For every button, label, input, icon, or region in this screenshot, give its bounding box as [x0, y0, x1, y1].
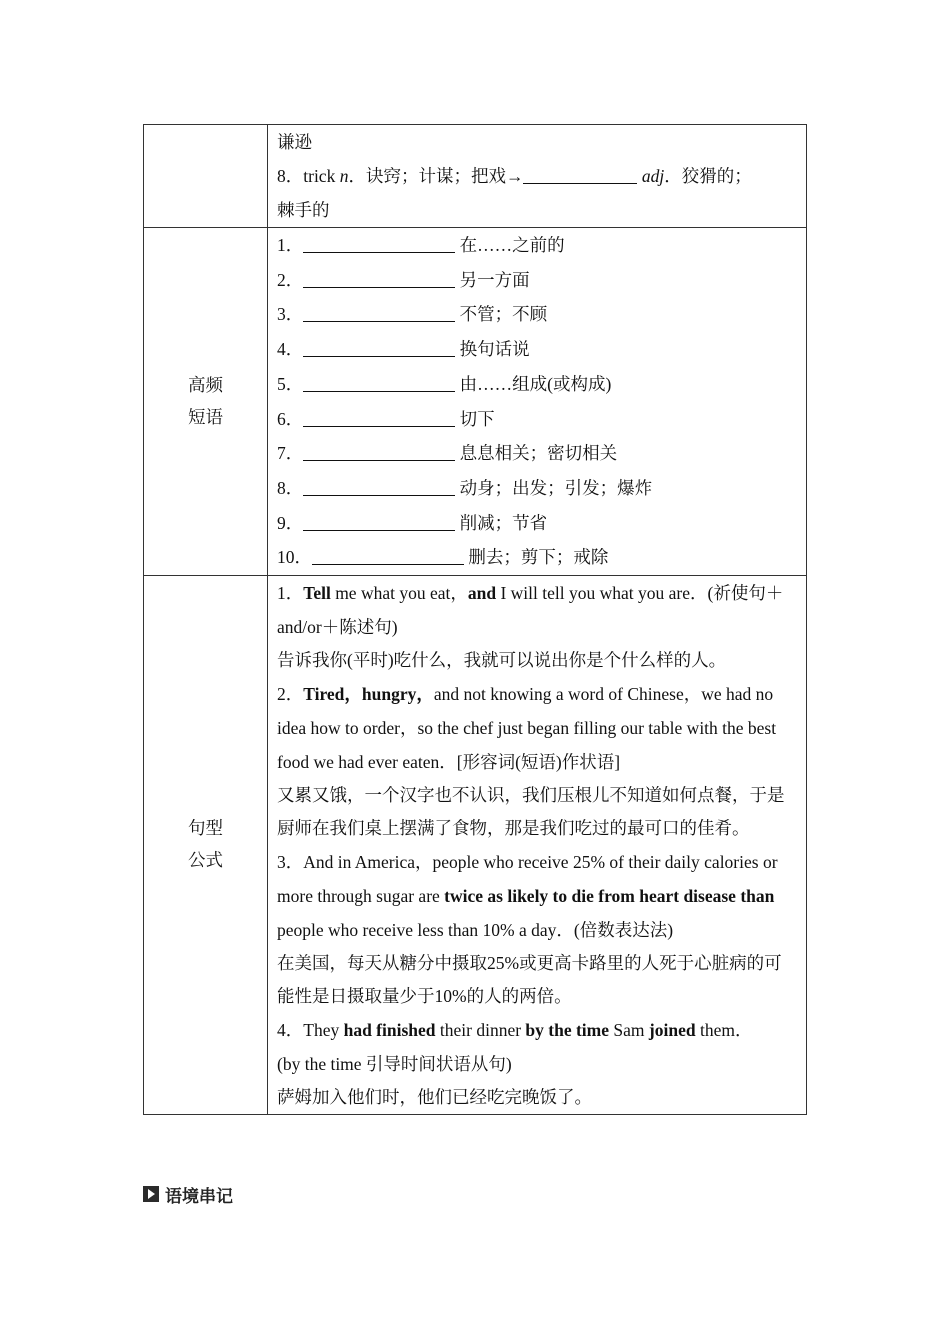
answer-blank[interactable] [303, 271, 455, 288]
phrase-item: 5． 由……组成(或构成) [277, 373, 612, 394]
phrase-item: 4． 换句话说 [277, 339, 530, 360]
vocab-continued-row [144, 125, 807, 228]
answer-blank[interactable] [303, 514, 455, 531]
answer-blank[interactable] [303, 375, 455, 392]
answer-blank[interactable] [303, 479, 455, 496]
sentence-3: 3．And in America，people who receive 25% of their daily calories or more through sugar are twice as likely to die from heart disease than people who receive less than 10% a day．(倍数表达法) [277, 852, 778, 941]
vocabulary-table [143, 124, 807, 1115]
answer-blank[interactable] [312, 548, 464, 565]
answer-blank[interactable] [303, 236, 455, 253]
sentence-4-translation: 萨姆加入他们时，他们已经吃完晚饭了。 [277, 1087, 592, 1108]
phrases-row [144, 228, 807, 576]
sentence-1-translation: 告诉我你(平时)吃什么，我就可以说出你是个什么样的人。 [277, 650, 727, 671]
sentences-content [268, 576, 807, 1115]
vocab-label-cell [144, 125, 268, 228]
answer-blank[interactable] [303, 444, 455, 461]
sentences-label: 句型 公式 [144, 576, 268, 1115]
phrase-item: 10． 删去；剪下；戒除 [277, 547, 609, 568]
phrases-content [268, 228, 807, 576]
sentence-2: 2．Tired，hungry，and not knowing a word of Chinese，we had no idea how to order，so the chef just began filling our table with the best food we had ever eaten．[形容词(短语)作状语] [277, 684, 777, 773]
phrase-item: 1． 在……之前的 [277, 235, 565, 255]
phrase-item: 7． 息息相关；密切相关 [277, 443, 618, 464]
sentence-2-translation: 又累又饿，一个汉字也不认识，我们压根儿不知道如何点餐，于是厨师在我们桌上摆满了食物，那是我们吃过的最可口的佳肴。 [277, 785, 785, 839]
phrase-item: 9． 削减；节省 [277, 512, 548, 533]
vocab-content-cell [268, 125, 807, 228]
sentence-1: 1．Tell me what you eat，and I will tell you what you are．(祈使句＋and/or＋陈述句) [277, 583, 784, 638]
sentence-4: 4．They had finished their dinner by the time Sam joined them． (by the time 引导时间状语从句) [277, 1020, 753, 1075]
sentence-3-translation: 在美国，每天从糖分中摄取25%或更高卡路里的人死于心脏病的可能性是日摄取量少于10%的人的两倍。 [277, 953, 782, 1007]
answer-blank[interactable] [523, 167, 637, 184]
section-heading-title: 语境串记 [165, 1186, 233, 1207]
answer-blank[interactable] [303, 410, 455, 427]
phrase-item: 2． 另一方面 [277, 269, 530, 290]
answer-blank[interactable] [303, 305, 455, 322]
vocab-item-8: 8．trick n．诀窍；计谋；把戏→ adj．狡猾的； [277, 166, 752, 186]
vocab-line-c: 棘手的 [277, 200, 330, 220]
play-icon [143, 1186, 159, 1202]
sentences-row [144, 576, 807, 1115]
answer-blank[interactable] [303, 340, 455, 357]
phrase-item: 3． 不管；不顾 [277, 304, 548, 325]
vocab-line-a: 谦逊 [277, 132, 312, 152]
phrase-item: 8． 动身；出发；引发；爆炸 [277, 477, 653, 498]
section-heading [143, 1183, 233, 1205]
phrase-item: 6． 切下 [277, 408, 495, 429]
phrases-label: 高频 短语 [144, 228, 268, 576]
